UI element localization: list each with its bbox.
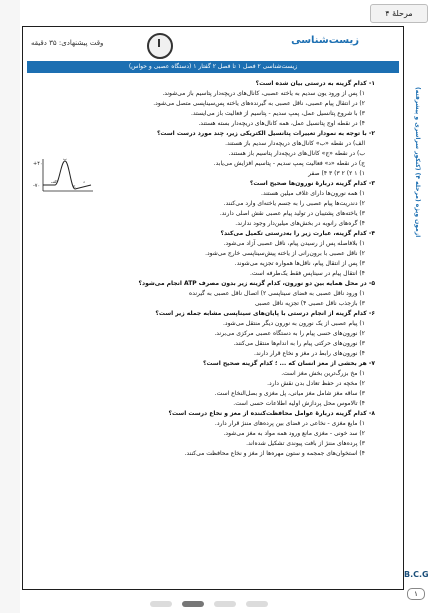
question-title: ۳- کدام گزینه دربارهٔ نورون‌ها صحیح است؟ <box>249 180 375 187</box>
option: ۳) نورون‌های حرکتی پیام را به اندام‌ها منتقل می‌کنند. <box>233 340 365 347</box>
graph-point-label: الف <box>51 179 58 184</box>
option: ۲) دندریت‌ها پیام عصبی را به جسم یاخته‌ای وارد می‌کنند. <box>223 200 365 207</box>
option: ۲) سد خونی - مغزی مانع ورود همه مواد به مغز می‌شود. <box>223 430 365 437</box>
question-title: ۲- با توجه به نمودار تغییرات پتانسیل الکتریکی زیر، چند مورد درست است؟ <box>156 130 375 137</box>
option: الف) در نقطه «ب» کانال‌های دریچه‌دار سدیم باز هستند. <box>225 140 365 147</box>
clock-icon <box>147 33 173 59</box>
graph-point-label: د <box>83 179 85 184</box>
stage-tab[interactable]: مرحلهٔ ۴ <box>370 4 428 23</box>
option: ۳) بازجذب ناقل عصبی ۴) تجزیه ناقل عصبی <box>254 300 365 307</box>
subheader-bar: زیست‌شناسی ۲ فصل ۱ تا فصل ۲ گفتار ۱ (دستگاه عصبی و حواس) <box>27 61 399 73</box>
time-label: وقت پیشنهادی: ۳۵ دقیقه <box>31 39 104 47</box>
option: ۱) مایع مغزی - نخاعی در فضای بین پرده‌های مننژ قرار دارد. <box>214 420 365 427</box>
option: ۳) پس از انتقال پیام، ناقل‌ها همواره تجزیه می‌شوند. <box>234 260 365 267</box>
question-8 <box>29 409 375 459</box>
option: ۴) نورون‌های رابط در مغز و نخاع قرار دارند. <box>254 350 365 357</box>
option: ۳) پرده‌های مننژ از بافت پیوندی تشکیل شده‌اند. <box>246 440 365 447</box>
option: ج) در نقطه «د» فعالیت پمپ سدیم - پتاسیم افزایش می‌یابد. <box>213 160 365 167</box>
page-dot[interactable] <box>214 601 236 607</box>
question-1 <box>29 79 375 129</box>
graph-curve <box>43 161 91 189</box>
left-margin <box>0 0 20 613</box>
question-title: ۸- کدام گزینه دربارهٔ عوامل محافظت‌کننده از مغز و نخاع درست است؟ <box>168 410 375 417</box>
option: ۴) در نقطه اوج پتانسیل عمل، همه کانال‌های دریچه‌دار بسته هستند. <box>198 120 365 127</box>
question-7 <box>29 359 375 409</box>
option: ۱) بلافاصله پس از رسیدن پیام، ناقل عصبی آزاد می‌شود. <box>223 240 365 247</box>
page-header <box>27 33 399 59</box>
graph-point-label: ب <box>63 157 67 161</box>
question-5 <box>29 279 375 309</box>
question-list <box>29 79 375 579</box>
graph-y-label-top: +۴۰ <box>33 161 43 167</box>
option: ۳) با شروع پتانسیل عمل، پمپ سدیم - پتاسیم از فعالیت باز می‌ایستد. <box>190 110 365 117</box>
option: ۲) در انتقال پیام عصبی، ناقل عصبی به گیرنده‌های یاخته پس‌سیناپسی متصل می‌شود. <box>153 100 365 107</box>
option: ۱) پیام عصبی از یک نورون به نورون دیگر منتقل می‌شود. <box>223 320 365 327</box>
option: ۱) مخ بزرگ‌ترین بخش مغز است. <box>281 370 365 377</box>
option: ۳) ساقه مغز شامل مغز میانی، پل مغزی و بصل‌النخاع است. <box>214 390 365 397</box>
page-number: ۱ <box>407 588 425 600</box>
page-dot[interactable] <box>150 601 172 607</box>
option: ۲) ناقل عصبی با برون‌رانی از یاخته پیش‌سیناپسی خارج می‌شود. <box>205 250 365 257</box>
option: ۳) یاخته‌های پشتیبان در تولید پیام عصبی نقش اصلی دارند. <box>219 210 365 217</box>
question-4 <box>29 229 375 279</box>
question-title: ۶- کدام گزینه از انجام درستی با پایان‌های سیناپسی مشابه جمله زیر است؟ <box>155 310 375 317</box>
page-navigation <box>0 593 432 613</box>
bcg-logo: B.C.G <box>404 570 429 579</box>
brand-title: زیست‌شناسی <box>291 35 359 46</box>
graph-point-label: ج <box>73 183 76 188</box>
page-dot-active[interactable] <box>182 601 204 607</box>
question-title: ۷- هر بخشی از مغز انسان که ... ؛ کدام گزینه صحیح است؟ <box>202 360 375 367</box>
option: ب) در نقطه «ج» کانال‌های دریچه‌دار پتاسیم باز هستند. <box>228 150 365 157</box>
option: ۴) تالاموس محل پردازش اولیه اطلاعات حسی است. <box>233 400 365 407</box>
option: ۲) مخچه در حفظ تعادل بدن نقش دارد. <box>267 380 365 387</box>
option: ۱) پس از ورود یون سدیم به یاخته عصبی، کانال‌های دریچه‌دار پتاسیم باز می‌شوند. <box>162 90 365 97</box>
question-title: ۵- در محل همایه بین دو نورون، کدام گزینه زیر بدون مصرف ATP انجام می‌شود؟ <box>138 280 375 287</box>
option: ۴) انتقال پیام در سیناپس فقط یک‌طرفه است. <box>250 270 365 277</box>
option: ۴) استخوان‌های جمجمه و ستون مهره‌ها از مغز و نخاع محافظت می‌کنند. <box>184 450 365 457</box>
question-6 <box>29 309 375 359</box>
action-potential-graph <box>33 157 95 195</box>
option: ۱) همه نورون‌ها دارای غلاف میلین هستند. <box>261 190 365 197</box>
side-label: آزمون ویژه (مرحله ۴) (کنکور سراسری و پیشرفته) <box>414 87 421 238</box>
option: ۱) ورود ناقل عصبی به فضای سیناپسی ۲) اتصال ناقل عصبی به گیرنده <box>189 290 365 297</box>
question-title: ۱- کدام گزینه به درستی بیان شده است؟ <box>255 80 375 87</box>
page-dot[interactable] <box>246 601 268 607</box>
page-dots <box>150 601 268 607</box>
option: ۲) نورون‌های حسی پیام را به دستگاه عصبی مرکزی می‌برند. <box>214 330 365 337</box>
option: ۴) گره‌های رانویه در بخش‌های میلین‌دار وجود ندارند. <box>235 220 365 227</box>
graph-y-label-bottom: -۷۰ <box>33 183 41 189</box>
question-title: ۴- کدام گزینه، عبارت زیر را به‌درستی تکمیل می‌کند؟ <box>220 230 375 237</box>
option: ۱) ۱ ۲) ۲ ۳) ۳ ۴) صفر <box>308 170 365 177</box>
